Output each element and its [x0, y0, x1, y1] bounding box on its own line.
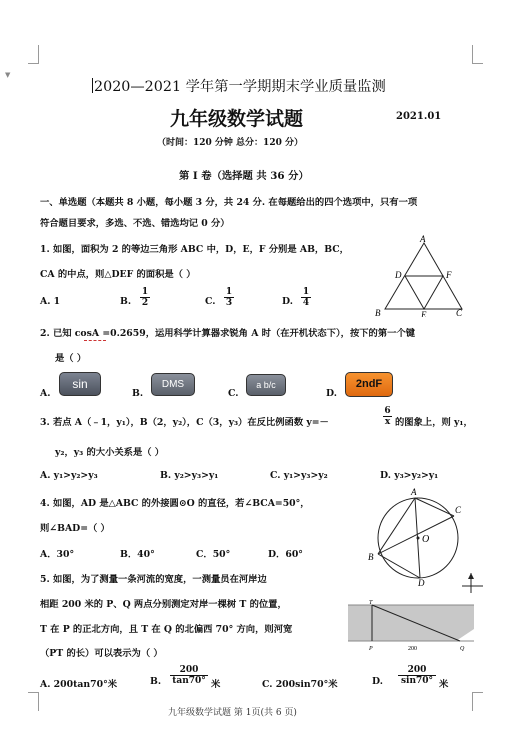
section-heading: 第 I 卷（选择题 共 36 分） — [179, 170, 309, 182]
q4-label-a: A — [411, 487, 417, 497]
instructions-line-2: 符合题目要求，多选、不选、错选均记 0 分） — [40, 218, 230, 229]
crop-mark-bottom-left — [28, 692, 39, 711]
fraction-numerator: 200 — [407, 665, 427, 675]
q1-line-1: 1. 如图，面积为 2 的等边三角形 ABC 中，D，E，F 分别是 AB，BC， — [40, 244, 349, 255]
q5-label-distance: 200 — [408, 646, 417, 652]
dms-key-icon: DMS — [151, 373, 195, 396]
q3-option-a: A. y₁>y₂>y₃ — [40, 470, 98, 481]
fraction-denominator: sin70° — [400, 676, 434, 686]
q1-line-2: CA 的中点，则△DEF 的面积是（ ） — [40, 269, 196, 280]
page-footer: 九年级数学试题 第 1页(共 6 页) — [168, 708, 297, 718]
q5-line-1: 5. 如图，为了测量一条河流的宽度，一测量员在河岸边 — [40, 574, 267, 585]
fraction-numerator: 1 — [141, 287, 149, 297]
q3-option-d: D. y₃>y₂>y₁ — [380, 470, 439, 481]
q5-river-figure — [346, 597, 476, 659]
text-cursor — [92, 78, 93, 93]
q1-option-d-fraction — [301, 287, 311, 308]
q1-option-c-label: C. — [205, 296, 216, 307]
fraction-numerator: 6 — [384, 406, 391, 416]
q4-option-d: D．60° — [268, 549, 303, 560]
q2-option-c-label: C. — [228, 388, 239, 399]
q5-line-3: T 在 P 的正北方向，且 T 在 Q 的北偏西 70° 方向，则河宽 — [40, 624, 293, 635]
q5-label-p: P — [369, 646, 373, 652]
q5-line-4: （PT 的长）可以表示为（ ） — [40, 648, 163, 659]
q1-option-c-fraction — [224, 287, 234, 308]
q1-option-d-label: D. — [282, 296, 293, 307]
q4-label-o: O — [422, 534, 430, 545]
q5-option-b-fraction — [170, 665, 208, 686]
q3-line-1b: 的图象上，则 y₁， — [395, 417, 473, 428]
q1-option-b-fraction — [140, 287, 150, 308]
compass-north-icon — [460, 571, 486, 595]
q1-option-a: A. 1 — [40, 296, 61, 307]
q5-line-2: 相距 200 米的 P、Q 两点分别测定对岸一棵树 T 的位置， — [40, 599, 287, 610]
q5-option-c: C. 200sin70°米 — [262, 679, 338, 690]
fraction-denominator: x — [384, 417, 391, 427]
crop-mark-top-right — [472, 45, 483, 64]
q3-option-c: C. y₁>y₃>y₂ — [270, 470, 328, 481]
q1-triangle-figure — [372, 233, 468, 317]
q3-line-2: y₂，y₃ 的大小关系是（ ） — [55, 447, 165, 458]
q3-function-fraction — [383, 406, 392, 427]
q1-label-a: A — [420, 234, 426, 244]
exam-line: 2020—2021 学年第一学期期末学业质量监测 — [94, 79, 386, 95]
q2-line-2: 是（ ） — [55, 353, 87, 364]
fraction-denominator: 4 — [302, 298, 310, 308]
q1-label-e: E — [421, 310, 427, 317]
margin-marker-icon: ▼ — [5, 71, 11, 79]
fraction-numerator: 1 — [302, 287, 310, 297]
q4-line-1: 4. 如图，AD 是△ABC 的外接圆⊙O 的直径，若∠BCA=50°， — [40, 498, 310, 509]
fraction-denominator: 2 — [141, 298, 149, 308]
spell-check-underline — [84, 338, 106, 341]
q4-option-b: B．40° — [120, 549, 155, 560]
q2-line-1: 2. 已知 cosA =0.2659，运用科学计算器求锐角 A 时（在开机状态下），按下的第一个键 — [40, 328, 416, 339]
q5-label-q: Q — [460, 646, 465, 652]
q5-option-d-unit: 米 — [439, 679, 449, 690]
fraction-denominator: 3 — [225, 298, 233, 308]
q5-option-d-label: D. — [372, 676, 383, 687]
fraction-numerator: 200 — [179, 665, 199, 675]
q4-option-a: A．30° — [40, 549, 75, 560]
q3-option-b: B. y₂>y₃>y₁ — [160, 470, 219, 481]
q1-label-d: D — [395, 270, 402, 280]
q4-label-b: B — [368, 552, 374, 562]
time-info: （时间：120 分钟 总分：120 分） — [157, 138, 303, 148]
q4-label-c: C — [455, 505, 462, 515]
q3-line-1a: 3. 若点 A（﹣1，y₁），B（2，y₂），C（3，y₃）在反比例函数 y=－ — [40, 417, 329, 428]
crop-mark-bottom-right — [472, 692, 483, 711]
q5-label-t: T — [369, 600, 373, 606]
q2-option-d-label: D. — [326, 388, 337, 399]
fraction-denominator: tan70° — [172, 676, 206, 686]
crop-mark-top-left — [28, 45, 39, 64]
q4-circle-figure — [366, 486, 466, 586]
q1-label-f: F — [446, 270, 452, 280]
fraction-numerator: 1 — [225, 287, 233, 297]
q1-label-c: C — [456, 308, 463, 317]
page-title: 九年级数学试题 — [170, 108, 304, 130]
q5-option-b-unit: 米 — [211, 679, 221, 690]
sin-key-icon: sin — [59, 372, 101, 396]
q2-option-b-label: B. — [132, 388, 144, 399]
q1-label-b: B — [375, 308, 381, 317]
q5-option-b-label: B. — [150, 676, 162, 687]
instructions-line-1: 一、单选题（本题共 8 小题，每小题 3 分，共 24 分. 在每题给出的四个选项中，只有一项 — [40, 197, 418, 208]
2ndf-key-icon: 2ndF — [345, 372, 393, 397]
q1-option-b-label: B. — [120, 296, 132, 307]
q4-option-c: C．50° — [196, 549, 231, 560]
q5-option-a: A. 200tan70°米 — [40, 679, 118, 690]
q4-label-d: D — [418, 578, 425, 586]
fraction-key-icon: a b/c — [246, 374, 286, 396]
q2-option-a-label: A. — [40, 388, 51, 399]
q4-line-2: 则∠BAD=（ ） — [40, 523, 110, 534]
q5-option-d-fraction — [398, 665, 436, 686]
exam-date: 2021.01 — [396, 111, 442, 122]
